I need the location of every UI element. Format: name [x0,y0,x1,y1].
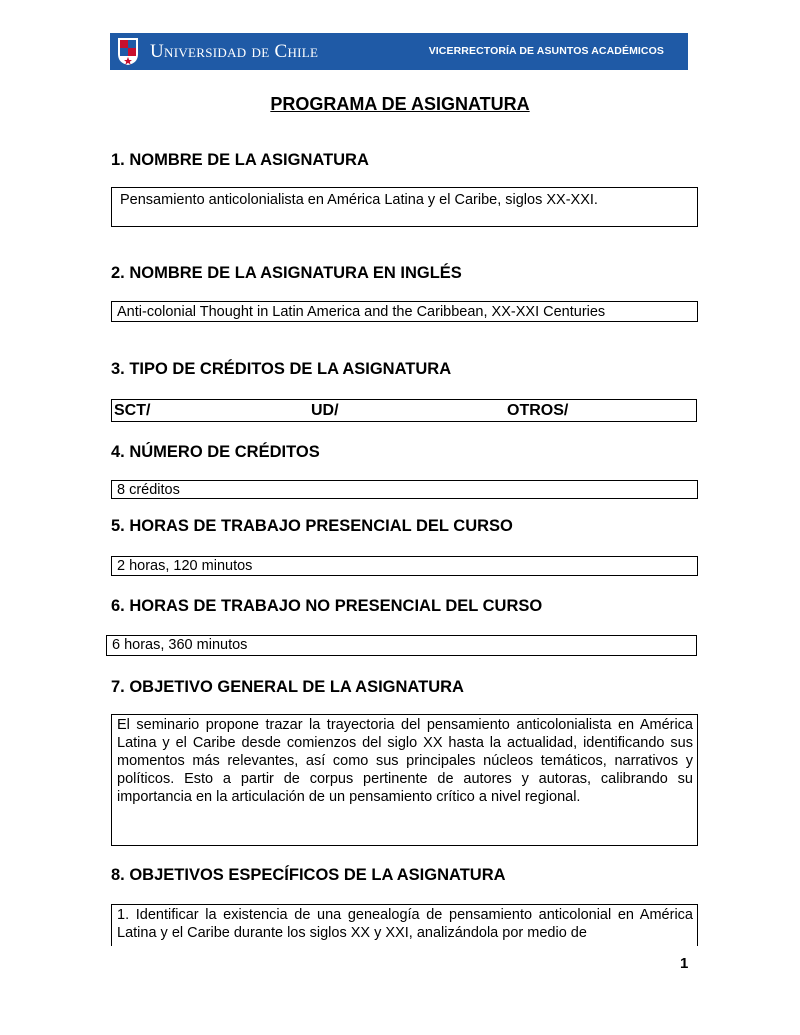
presential-hours-box [111,556,698,576]
course-name-english-box [111,301,698,322]
section-5-heading: 5. HORAS DE TRABAJO PRESENCIAL DEL CURSO [111,517,513,535]
course-name-box [111,187,698,227]
specific-objectives-box [111,904,698,946]
section-1-heading: 1. NOMBRE DE LA ASIGNATURA [111,151,369,169]
university-crest-icon [117,37,139,66]
credit-type-ud: UD/ [311,402,339,419]
credit-count-value: 8 créditos [117,482,180,498]
credit-type-sct: SCT/ [114,402,151,419]
non-presential-hours-box [106,635,697,656]
course-name-value: Pensamiento anticolonialista en América Latina y el Caribe, siglos XX-XXI. [120,192,598,208]
header-banner [110,33,688,70]
section-8-heading: 8. OBJETIVOS ESPECÍFICOS DE LA ASIGNATURA [111,866,506,884]
general-objective-box [111,714,698,846]
section-6-heading: 6. HORAS DE TRABAJO NO PRESENCIAL DEL CURSO [111,597,543,615]
general-objective-text: El seminario propone trazar la trayectoria del pensamiento anticolonialista en América Latina y el Caribe desde comienzos del siglo XX hasta la actualidad, identificando sus momentos más relevantes, así como sus principales núcleos temáticos, narrativos y políticos. Esto a partir de corpus pertinente de autores y autoras, calibrando su importancia en la articulación de un pensamiento crítico a nivel regional. [117,717,693,805]
university-name: Universidad de Chile [150,41,319,62]
credit-type-otros: OTROS/ [507,402,569,419]
page-number: 1 [680,955,689,972]
section-3-heading: 3. TIPO DE CRÉDITOS DE LA ASIGNATURA [111,360,452,378]
non-presential-hours-value: 6 horas, 360 minutos [112,637,248,653]
presential-hours-value: 2 horas, 120 minutos [117,558,253,574]
section-4-heading: 4. NÚMERO DE CRÉDITOS [111,443,320,461]
vicerrectoria-label: VICERRECTORÍA DE ASUNTOS ACADÉMICOS [428,45,664,57]
section-2-heading: 2. NOMBRE DE LA ASIGNATURA EN INGLÉS [111,264,462,282]
credit-count-box [111,480,698,499]
course-name-english-value: Anti-colonial Thought in Latin America and the Caribbean, XX-XXI Centuries [117,304,606,320]
credit-type-box [111,399,697,422]
specific-objectives-text: 1. Identificar la existencia de una genealogía de pensamiento anticolonial en América Latina y el Caribe durante los siglos XX y XXI, analizándola por medio de [117,907,693,941]
section-7-heading: 7. OBJETIVO GENERAL DE LA ASIGNATURA [111,678,464,696]
document-title-text: PROGRAMA DE ASIGNATURA [270,94,530,114]
document-title [0,94,800,115]
